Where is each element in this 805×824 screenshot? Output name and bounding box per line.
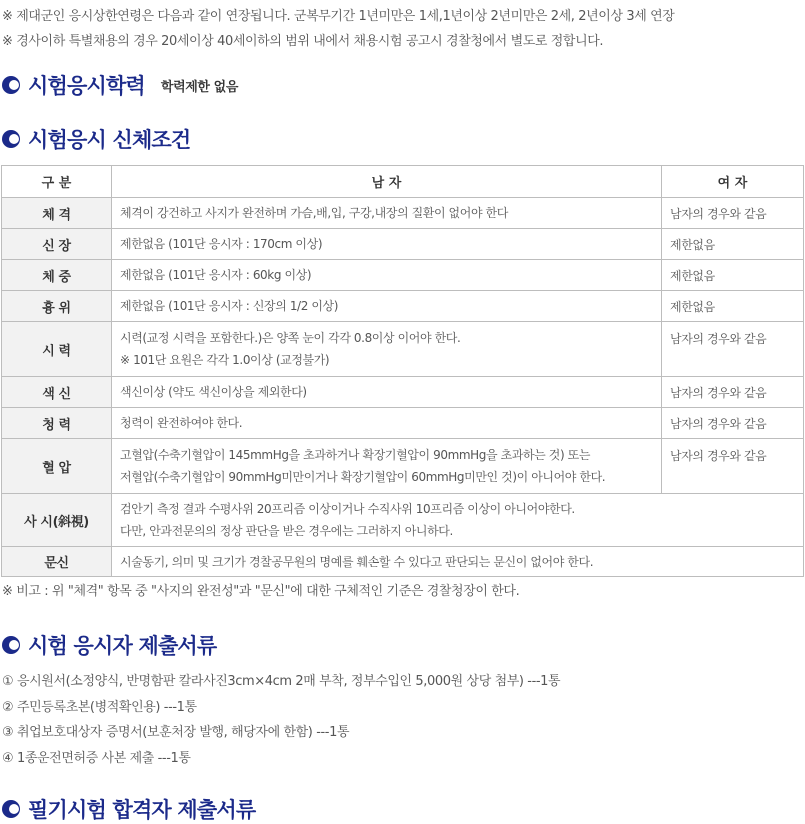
table-header-row <box>2 166 804 198</box>
row-category: 사 시(斜視) <box>2 494 112 547</box>
header-female: 여 자 <box>662 166 804 198</box>
list-item: ③ 취업보호대상자 증명서(보훈처장 발행, 해당자에 한함) ---1통 <box>2 725 350 740</box>
row-female: 남자의 경우와 같음 <box>662 377 804 408</box>
row-text: 체격이 강건하고 사지가 완전하며 가슴,배,입, 구강,내장의 질환이 없어야 한다 <box>120 206 508 220</box>
row-female: 남자의 경우와 같음 <box>662 322 804 377</box>
section-bullet-icon <box>2 636 20 654</box>
row-male <box>112 408 662 439</box>
table-row <box>2 291 804 322</box>
table-row <box>2 547 804 577</box>
row-both <box>112 547 804 577</box>
row-male <box>112 229 662 260</box>
header-male: 남 자 <box>112 166 662 198</box>
list-item: ① 응시원서(소정양식, 반명함판 칼라사진3cm×4cm 2매 부착, 정부수입인 5,000원 상당 첨부) ---1통 <box>2 674 561 689</box>
list-item: ④ 1종운전면허증 사본 제출 ---1통 <box>2 751 191 766</box>
table-row <box>2 408 804 439</box>
row-text: 시력(교정 시력을 포함한다.)은 양쪽 눈이 각각 0.8이상 이어야 한다. <box>120 331 461 345</box>
section-title: 시험응시학력 <box>28 74 145 98</box>
section-education <box>2 70 238 100</box>
row-category: 색 신 <box>2 377 112 408</box>
section-written-docs <box>2 794 255 824</box>
row-female: 제한없음 <box>662 229 804 260</box>
row-female: 제한없음 <box>662 260 804 291</box>
table-row <box>2 260 804 291</box>
row-male <box>112 322 662 377</box>
section-bullet-icon <box>2 800 20 818</box>
section-title: 시험응시 신체조건 <box>28 128 191 152</box>
row-text: 제한없음 (101단 응시자 : 60kg 이상) <box>120 268 312 282</box>
row-text: 제한없음 (101단 응시자 : 신장의 1/2 이상) <box>120 299 339 313</box>
section-bullet-icon <box>2 76 20 94</box>
table-row <box>2 322 804 377</box>
row-text: 시술동기, 의미 및 크기가 경찰공무원의 명예를 훼손할 수 있다고 판단되는 문신이 없어야 한다. <box>120 554 594 569</box>
table-row <box>2 229 804 260</box>
row-category: 신 장 <box>2 229 112 260</box>
note-special-hire: ※ 경사이하 특별채용의 경우 20세이상 40세이하의 범위 내에서 채용시험 공고시 경찰청에서 별도로 정합니다. <box>2 34 604 49</box>
section-title: 필기시험 합격자 제출서류 <box>28 798 256 822</box>
list-item: ② 주민등록초본(병적확인용) ---1통 <box>2 700 197 715</box>
row-text: 청력이 완전하여야 한다. <box>120 416 243 430</box>
section-subtitle: 학력제한 없음 <box>160 79 238 95</box>
table-row <box>2 439 804 494</box>
row-female: 남자의 경우와 같음 <box>662 439 804 494</box>
row-male <box>112 291 662 322</box>
table-row <box>2 494 804 547</box>
table-row <box>2 377 804 408</box>
row-male <box>112 439 662 494</box>
row-category: 문신 <box>2 547 112 577</box>
row-text: 고혈압(수축기혈압이 145mmHg을 초과하거나 확장기혈압이 90mmHg을 초과하는 것) 또는 <box>120 448 591 462</box>
row-category: 시 력 <box>2 322 112 377</box>
row-category: 혈 압 <box>2 439 112 494</box>
row-both <box>112 494 804 547</box>
row-category: 흉 위 <box>2 291 112 322</box>
row-male <box>112 198 662 229</box>
row-category: 청 력 <box>2 408 112 439</box>
table-remark: ※ 비고 : 위 "체격" 항목 중 "사지의 완전성"과 "문신"에 대한 구체적인 기준은 경찰청장이 한다. <box>2 584 520 599</box>
row-text: 검안기 측정 결과 수평사위 20프리즘 이상이거나 수직사위 10프리즘 이상이 아니어야한다. <box>120 502 575 516</box>
note-veteran-age: ※ 제대군인 응시상한연령은 다음과 같이 연장됩니다. 군복무기간 1년미만은 1세,1년이상 2년미만은 2세, 2년이상 3세 연장 <box>2 9 675 24</box>
row-text: ※ 101단 요원은 각각 1.0이상 (교정불가) <box>120 353 330 367</box>
row-female: 남자의 경우와 같음 <box>662 408 804 439</box>
section-title: 시험 응시자 제출서류 <box>28 634 217 658</box>
section-applicant-docs <box>2 630 216 660</box>
row-female: 남자의 경우와 같음 <box>662 198 804 229</box>
header-category: 구 분 <box>2 166 112 198</box>
row-male <box>112 377 662 408</box>
row-female: 제한없음 <box>662 291 804 322</box>
table-row <box>2 198 804 229</box>
row-male <box>112 260 662 291</box>
row-text: 저혈압(수축기혈압이 90mmHg미만이거나 확장기혈압이 60mmHg미만인 것)이 아니어야 한다. <box>120 470 606 484</box>
section-body-conditions <box>2 124 190 154</box>
row-category: 체 중 <box>2 260 112 291</box>
row-text: 다만, 안과전문의의 정상 판단을 받은 경우에는 그러하지 아니하다. <box>120 524 453 538</box>
section-bullet-icon <box>2 130 20 148</box>
row-text: 제한없음 (101단 응시자 : 170cm 이상) <box>120 237 323 251</box>
row-text: 색신이상 (약도 색신이상을 제외한다) <box>120 385 307 399</box>
row-category: 체 격 <box>2 198 112 229</box>
body-conditions-table <box>1 165 804 577</box>
